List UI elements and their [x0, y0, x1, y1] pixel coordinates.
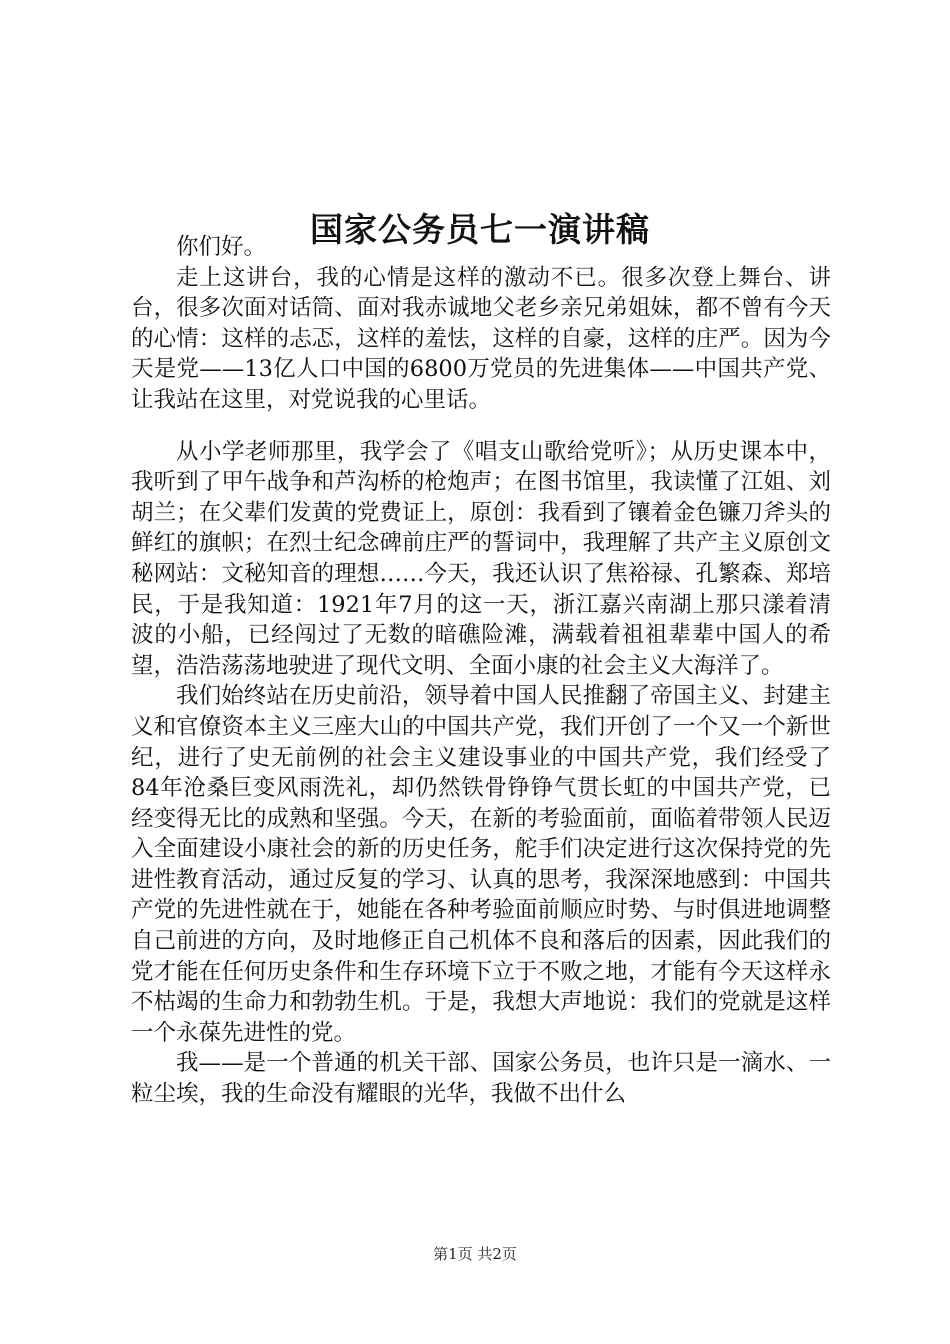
body-paragraph: 我们始终站在历史前沿，领导着中国人民推翻了帝国主义、封建主义和官僚资本主义三座大山的中国共产党，我们开创了一个又一个新世纪，进行了史无前例的社会主义建设事业的中国共产党，我们经受了84年沧桑巨变风雨洗礼，却仍然铁骨铮铮气贯长虹的中国共产党，已经变得无比的成熟和坚强。今天，在新的考验面前，面临着带领人民迈入全面建设小康社会的新的历史任务，舵手们决定进行这次保持党的先进性教育活动，通过反复的学习、认真的思考，我深深地感到：中国共产党的先进性就在于，她能在各种考验面前顺应时势、与时俱进地调整自己前进的方向，及时地修正自己机体不良和落后的因素，因此我们的党才能在任何历史条件和生存环境下立于不败之地，才能有今天这样永不枯竭的生命力和勃勃生机。于是，我想大声地说：我们的党就是这样一个永葆先进性的党。 — [131, 683, 831, 1046]
body-paragraph: 走上这讲台，我的心情是这样的激动不已。很多次登上舞台、讲台，很多次面对话筒、面对我赤诚地父老乡亲兄弟姐妹，都不曾有今天的心情：这样的忐忑，这样的羞怯，这样的自豪，这样的庄严。因为今天是党——13亿人口中国的6800万党员的先进集体——中国共产党、让我站在这里，对党说我的心里话。 — [131, 264, 831, 413]
body-paragraph: 我——是一个普通的机关干部、国家公务员，也许只是一滴水、一粒尘埃，我的生命没有耀眼的光华，我做不出什么 — [131, 1050, 831, 1108]
document-title: 国家公务员七一演讲稿 — [310, 210, 650, 250]
document-body — [131, 232, 831, 1110]
page-number-footer: 第1页 共2页 — [433, 1245, 517, 1263]
body-paragraph: 从小学老师那里，我学会了《唱支山歌给党听》；从历史课本中，我听到了甲午战争和芦沟桥的枪炮声；在图书馆里，我读懂了江姐、刘胡兰；在父辈们发黄的党费证上，原创：我看到了镶着金色镰刀斧头的鲜红的旗帜；在烈士纪念碑前庄严的誓词中，我理解了共产主义原创文秘网站：文秘知音的理想……今天，我还认识了焦裕禄、孔繁森、郑培民，于是我知道：1921年7月的这一天，浙江嘉兴南湖上那只漾着清波的小船，已经闯过了无数的暗礁险滩，满载着祖祖辈辈中国人的希望，浩浩荡荡地驶进了现代文明、全面小康的社会主义大海洋了。 — [131, 438, 831, 679]
greeting-paragraph: 你们好。 — [176, 234, 267, 260]
